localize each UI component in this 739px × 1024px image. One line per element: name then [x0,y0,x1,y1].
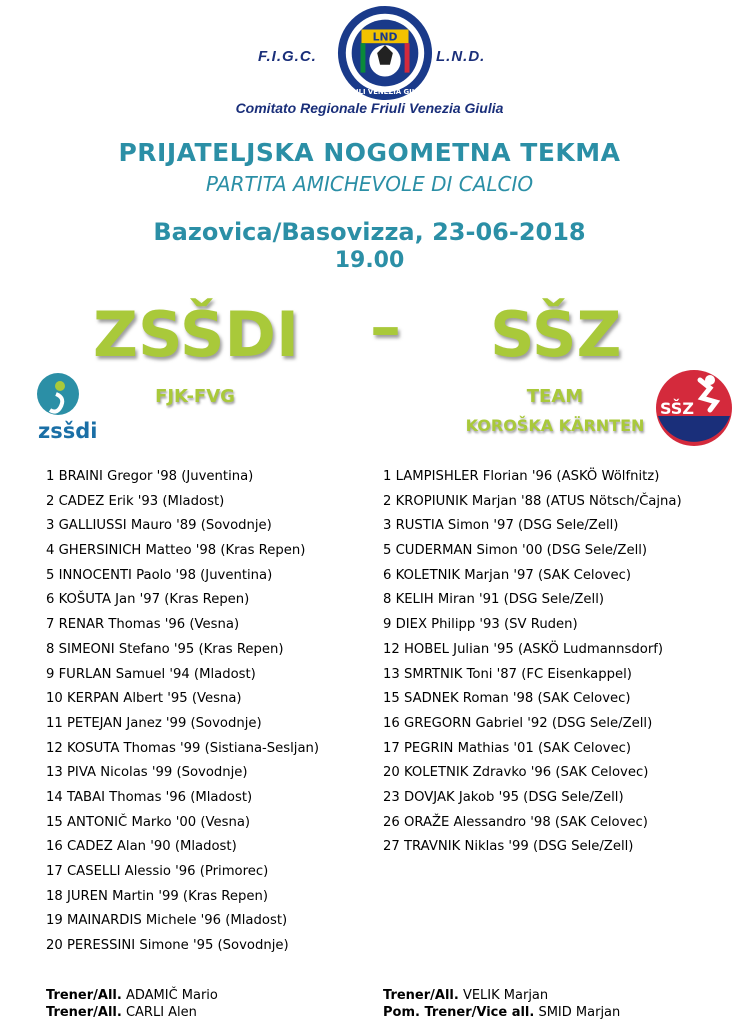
home-team-name: ZSŠDI [93,298,300,371]
zssdi-logo [36,372,118,444]
player-item: 12 KOSUTA Thomas '99 (Sistiana-Sesljan) [46,740,320,756]
player-item: 1 BRAINI Gregor '98 (Juventina) [46,469,254,484]
match-title: PRIJATELJSKA NOGOMETNA TEKMA [118,138,621,167]
lnd-logo-text: LND [372,30,398,44]
player-item: 18 JUREN Martin '99 (Kras Repen) [46,888,268,904]
player-item: 5 INNOCENTI Paolo '98 (Juventina) [46,567,273,583]
player-item: 11 PETEJAN Janez '99 (Sovodnje) [46,715,262,731]
player-item: 14 TABAI Thomas '96 (Mladost) [46,789,253,805]
player-item: 13 PIVA Nicolas '99 (Sovodnje) [46,765,248,781]
home-coach [46,988,218,1003]
ssz-logo [654,368,734,448]
header [0,0,739,125]
home-team-sub: FJK-FVG [155,386,235,407]
ssz-logo-text: SŠZ [660,399,694,418]
player-item: 1 LAMPISHLER Florian '96 (ASKÖ Wölfnitz) [383,469,660,484]
player-item: 12 HOBEL Julian '95 (ASKÖ Ludmannsdorf) [383,641,664,657]
team-separator: – [370,290,401,363]
away-team-sub1: TEAM [526,386,584,407]
home-coach2 [46,1005,197,1020]
away-assistant [383,1005,620,1020]
away-player-list [383,466,682,861]
player-item: 20 KOLETNIK Zdravko '96 (SAK Celovec) [383,765,649,781]
player-item: 9 FURLAN Samuel '94 (Mladost) [46,666,256,682]
player-item: 15 ANTONIČ Marko '00 (Vesna) [46,814,251,830]
away-coach-label: Trener/All. [383,988,459,1003]
player-item: 23 DOVJAK Jakob '95 (DSG Sele/Zell) [383,789,624,805]
figc-label: F.I.G.C. [258,48,317,65]
lnd-logo [336,4,434,102]
away-coach-name: VELIK Marjan [462,988,549,1003]
match-time: 19.00 [334,248,405,273]
zssdi-logo-text: zsšdi [38,419,98,443]
player-item: 16 CADEZ Alan '90 (Mladost) [46,839,237,855]
home-coach2-label: Trener/All. [46,1005,122,1020]
away-assistant-label: Pom. Trener/Vice all. [383,1005,535,1020]
match-place-date: Bazovica/Basovizza, 23-06-2018 [153,218,586,246]
match-subtitle: PARTITA AMICHEVOLE DI CALCIO [205,172,534,196]
home-player-list [46,466,319,960]
home-coach-label: Trener/All. [46,988,122,1003]
player-item: 17 PEGRIN Mathias '01 (SAK Celovec) [383,740,631,756]
away-coach [383,988,548,1003]
comitato-label: Comitato Regionale Friuli Venezia Giulia [235,100,504,116]
player-item: 8 SIMEONI Stefano '95 (Kras Repen) [46,641,284,657]
player-item: 10 KERPAN Albert '95 (Vesna) [46,691,242,707]
player-item: 3 GALLIUSSI Mauro '89 (Sovodnje) [46,518,272,534]
player-item: 19 MAINARDIS Michele '96 (Mladost) [46,913,288,929]
player-item: 4 GHERSINICH Matteo '98 (Kras Repen) [46,543,306,559]
away-assistant-name: SMID Marjan [538,1005,621,1020]
away-team-name: SŠZ [490,298,622,371]
player-item: 6 KOŠUTA Jan '97 (Kras Repen) [46,592,250,608]
player-item: 2 KROPIUNIK Marjan '88 (ATUS Nötsch/Čajna) [383,493,682,509]
player-item: 16 GREGORN Gabriel '92 (DSG Sele/Zell) [383,715,653,731]
player-item: 9 DIEX Philipp '93 (SV Ruden) [383,617,578,633]
player-item: 2 CADEZ Erik '93 (Mladost) [46,493,225,509]
player-item: 6 KOLETNIK Marjan '97 (SAK Celovec) [383,567,631,583]
away-team-sub2: KOROŠKA KÄRNTEN [465,416,645,435]
player-item: 3 RUSTIA Simon '97 (DSG Sele/Zell) [383,518,619,534]
lnd-logo-ring-text: FRIULI VENEZIA GIULIA [340,88,430,97]
player-item: 26 ORAŽE Alessandro '98 (SAK Celovec) [383,814,648,830]
player-item: 7 RENAR Thomas '96 (Vesna) [46,617,240,633]
player-item: 17 CASELLI Alessio '96 (Primorec) [46,864,269,879]
player-item: 8 KELIH Miran '91 (DSG Sele/Zell) [383,592,605,608]
player-item: 15 SADNEK Roman '98 (SAK Celovec) [383,691,631,707]
home-coach-name: ADAMIČ Mario [125,988,218,1003]
lnd-label: L.N.D. [436,48,486,65]
player-item: 13 SMRTNIK Toni '87 (FC Eisenkappel) [383,666,632,682]
home-coach2-name: CARLI Alen [125,1005,197,1020]
player-item: 5 CUDERMAN Simon '00 (DSG Sele/Zell) [383,543,648,559]
player-item: 27 TRAVNIK Niklas '99 (DSG Sele/Zell) [383,839,634,855]
player-item: 20 PERESSINI Simone '95 (Sovodnje) [46,938,289,954]
